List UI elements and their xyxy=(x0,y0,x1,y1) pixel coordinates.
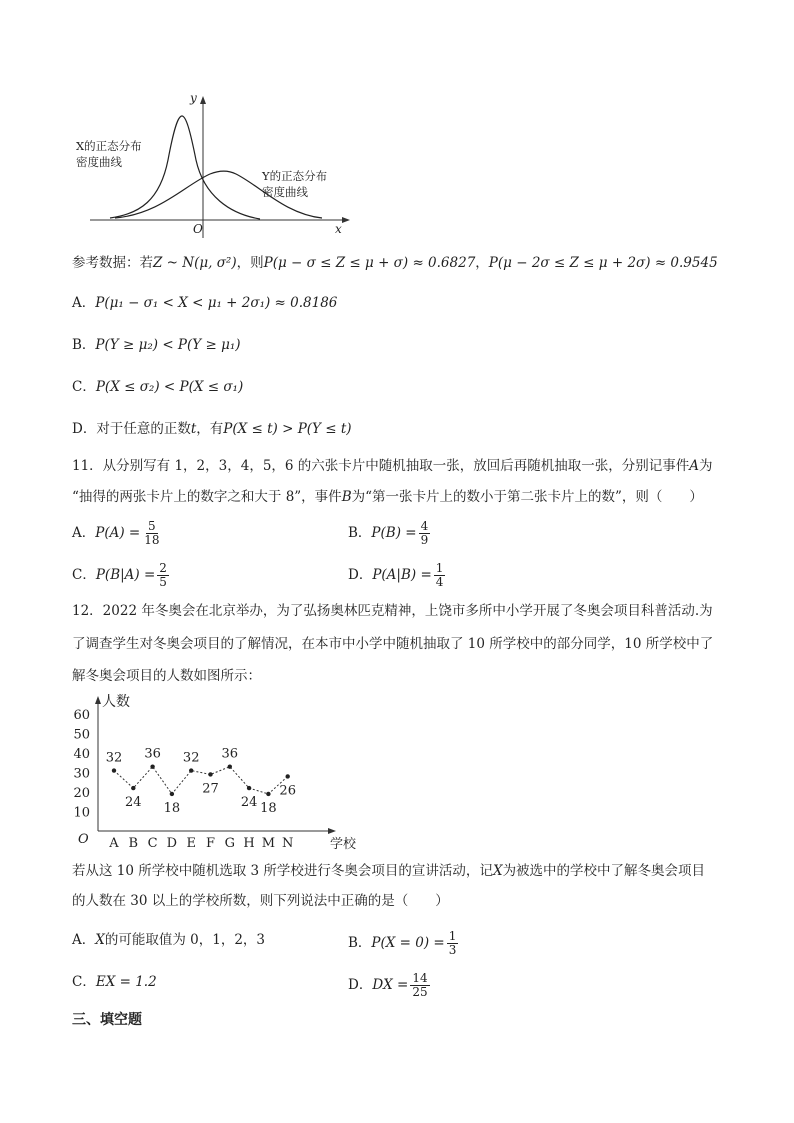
q11-option-b[interactable]: B．P(B) = $\frac{4}{9}$ xyxy=(348,519,429,547)
q12-option-c[interactable]: C．EX = 1.2 xyxy=(72,974,157,990)
chart-xtick-label: N xyxy=(282,836,294,851)
chart-xtick-label: F xyxy=(205,836,216,851)
chart-point xyxy=(286,774,290,778)
q12-after-line2: 的人数在 30 以上的学校所数，则下列说法中正确的是（ ） xyxy=(72,893,449,909)
chart-point xyxy=(112,768,116,772)
chart-data-label: 32 xyxy=(105,750,123,766)
chart-point xyxy=(189,768,193,772)
chart-point xyxy=(247,786,251,790)
q11-stem-line2: “抽得的两张卡片上的数字之和大于 8”，事件B为“第一张卡片上的数小于第二张卡片上的数”，则（ ） xyxy=(72,489,703,505)
chart-ytick-label: 40 xyxy=(73,747,90,762)
q12-stem-line3: 解冬奥会项目的人数如图所示： xyxy=(72,668,261,684)
fig1-y-axis-label: y xyxy=(190,91,197,105)
fig1-y-curve-label: Y的正态分布 密度曲线 xyxy=(262,169,328,199)
q12-option-d[interactable]: D．DX = $\frac{14}{25}$ xyxy=(348,971,428,999)
chart-data-label: 26 xyxy=(279,783,296,799)
chart-point xyxy=(150,764,154,768)
chart-xtick-label: D xyxy=(166,836,178,851)
chart-data-label: 32 xyxy=(182,750,200,766)
q11-option-a[interactable]: A．P(A) = $\frac{5}{18}$ xyxy=(72,519,160,547)
q10-reference-data: 参考数据：若Z ~ N(μ, σ²)，则P(μ − σ ≤ Z ≤ μ + σ) ≈ 0.6827，P(μ − 2σ ≤ Z ≤ μ + 2σ) ≈ 0.9545 xyxy=(72,255,718,271)
chart-point xyxy=(208,772,212,776)
chart-origin-label: O xyxy=(78,832,89,847)
chart-data-label: 18 xyxy=(163,800,181,816)
q10-option-a[interactable]: A．P(μ₁ − σ₁ < X < μ₁ + 2σ₁) ≈ 0.8186 xyxy=(72,295,338,311)
q12-stem-line1: 12．2022 年冬奥会在北京举办，为了弘扬奥林匹克精神，上饶市多所中小学开展了冬奥会项目科普活动.为 xyxy=(72,603,713,619)
chart-x-axis-arrow xyxy=(328,828,336,834)
chart-data-label: 27 xyxy=(202,781,219,797)
chart-ytick-label: 50 xyxy=(73,727,90,743)
fig1-x-curve-label: X的正态分布 密度曲线 xyxy=(76,139,142,169)
section-title-fill-in: 三、填空题 xyxy=(72,1012,142,1028)
chart-y-axis-arrow xyxy=(95,696,101,704)
q11-stem-line1: 11．从分别写有 1，2，3，4，5，6 的六张卡片中随机抽取一张，放回后再随机抽取一张，分别记事件A为 xyxy=(72,458,713,474)
fig1-origin-label: O xyxy=(193,222,203,236)
chart-data-label: 36 xyxy=(221,746,239,762)
chart-xtick-label: B xyxy=(128,836,139,851)
chart-data-label: 18 xyxy=(260,800,277,816)
q12-stem-line2: 了调查学生对冬奥会项目的了解情况，在本市中小学中随机抽取了 10 所学校中的部分同学，10 所学校中了 xyxy=(72,636,714,652)
chart-ytick-label: 60 xyxy=(73,708,90,723)
chart-data-label: 24 xyxy=(240,795,258,811)
chart-ytick-label: 30 xyxy=(73,766,90,782)
chart-xtick-label: E xyxy=(186,836,196,851)
chart-data-label: 24 xyxy=(125,795,142,811)
chart-point xyxy=(131,786,135,790)
chart-xtick-label: M xyxy=(261,836,276,851)
chart-xtick-label: C xyxy=(147,836,158,851)
q12-option-a[interactable]: A．X的可能取值为 0，1，2，3 xyxy=(72,932,266,948)
school-count-chart xyxy=(60,690,360,855)
q11-option-c[interactable]: C．P(B|A) = $\frac{2}{5}$ xyxy=(72,561,167,589)
chart-point xyxy=(228,764,232,768)
chart-ytick-label: 20 xyxy=(73,786,90,801)
q11-option-d[interactable]: D．P(A|B) = $\frac{1}{4}$ xyxy=(348,561,444,589)
q12-after-line1: 若从这 10 所学校中随机选取 3 所学校进行冬奥会项目的宣讲活动，记X为被选中的学校中了解冬奥会项目 xyxy=(72,863,706,879)
chart-point xyxy=(170,792,174,796)
q10-option-b[interactable]: B．P(Y ≥ μ₂) < P(Y ≥ μ₁) xyxy=(72,337,241,353)
chart-y-label: 人数 xyxy=(102,694,130,710)
fig1-x-axis-label: x xyxy=(335,222,342,236)
q10-option-c[interactable]: C．P(X ≤ σ₂) < P(X ≤ σ₁) xyxy=(72,379,244,395)
chart-xtick-label: G xyxy=(224,836,235,851)
q10-option-d[interactable]: D．对于任意的正数t，有P(X ≤ t) > P(Y ≤ t) xyxy=(72,421,352,437)
chart-data-label: 36 xyxy=(144,746,161,762)
chart-xtick-label: H xyxy=(243,836,255,851)
chart-point xyxy=(266,792,270,796)
chart-xtick-label: A xyxy=(109,836,119,851)
q12-option-b[interactable]: B．P(X = 0) = $\frac{1}{3}$ xyxy=(348,929,457,957)
chart-x-label: 学校 xyxy=(330,837,357,852)
chart-series-line xyxy=(114,767,288,797)
chart-ytick-label: 10 xyxy=(73,805,90,821)
